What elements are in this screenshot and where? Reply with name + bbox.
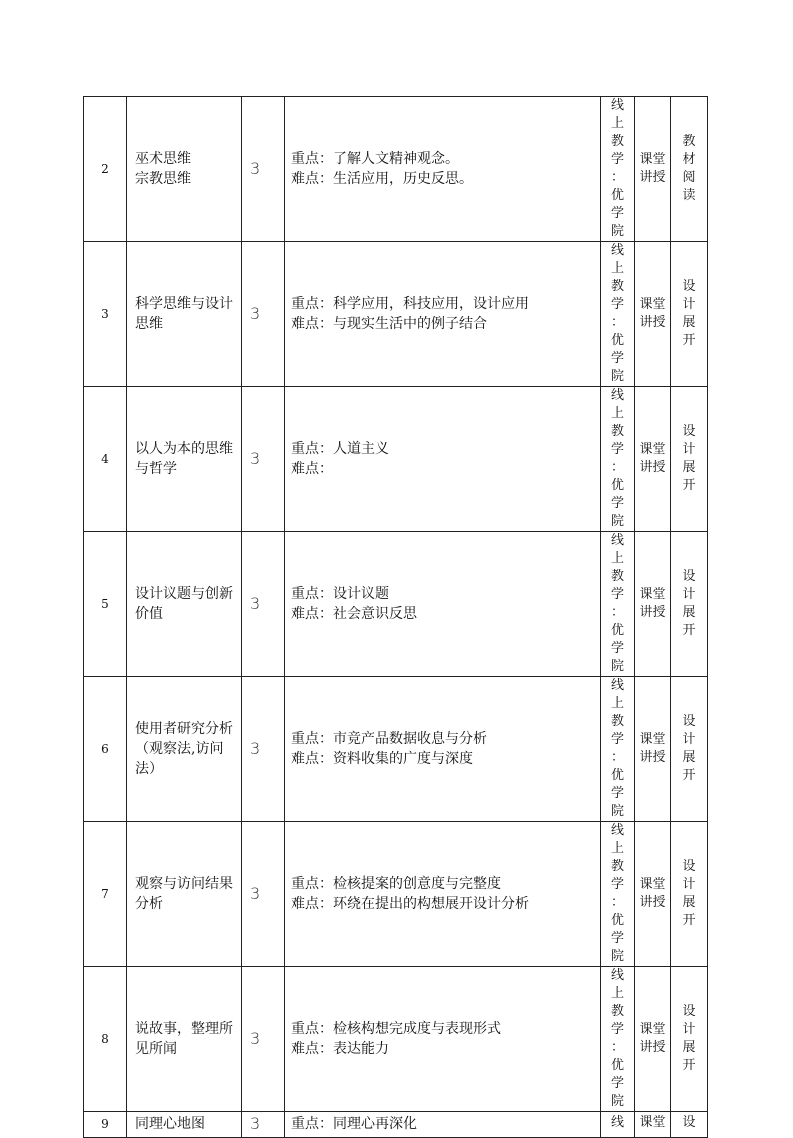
homework-char: 开	[682, 623, 696, 638]
row-number: 2	[84, 97, 127, 242]
platform-char: ：	[610, 750, 624, 765]
homework-char: 计	[682, 297, 696, 312]
difficulty-point: 难点：资料收集的广度与深度	[291, 751, 473, 767]
platform-char: 线	[610, 533, 624, 548]
row-number: 4	[84, 387, 127, 532]
platform-char: 教	[610, 569, 624, 584]
homework-char: 阅	[682, 170, 696, 185]
homework-char: 开	[682, 333, 696, 348]
row-number: 8	[84, 967, 127, 1112]
platform-char: 上	[610, 696, 624, 711]
platform-char: 院	[610, 1094, 624, 1109]
platform-char: 上	[610, 841, 624, 856]
hours-cell: 3	[242, 532, 285, 677]
platform-char: 学	[610, 786, 624, 801]
platform-char: ：	[610, 895, 624, 910]
platform-char: ：	[610, 605, 624, 620]
homework-char: 计	[682, 587, 696, 602]
method-line: 讲授	[639, 605, 666, 620]
method-cell	[635, 532, 671, 677]
platform-char: 院	[610, 804, 624, 819]
homework-cell: 设	[671, 1112, 708, 1138]
row-number: 3	[84, 242, 127, 387]
topic-line: 宗教思维	[135, 171, 191, 187]
platform-char: 院	[610, 514, 624, 529]
homework-char: 设	[682, 859, 696, 874]
method-line: 讲授	[639, 460, 666, 475]
content-cell	[285, 677, 601, 822]
platform-char: 线	[610, 388, 624, 403]
homework-cell	[671, 387, 708, 532]
platform-char: 学	[610, 877, 624, 892]
platform-char: 优	[610, 188, 624, 203]
method-cell: 课堂	[635, 1112, 671, 1138]
table-row	[84, 677, 708, 822]
platform-char: 上	[610, 261, 624, 276]
platform-char: 教	[610, 859, 624, 874]
homework-char: 读	[682, 188, 696, 203]
row-number: 7	[84, 822, 127, 967]
difficulty-point: 难点：社会意识反思	[291, 606, 417, 622]
platform-cell	[601, 677, 635, 822]
hours-cell: 3	[242, 967, 285, 1112]
topic-cell: 以人为本的思维与哲学	[127, 387, 242, 532]
method-cell	[635, 677, 671, 822]
hours-cell: 3	[242, 387, 285, 532]
homework-char: 展	[682, 315, 696, 330]
platform-char: 上	[610, 406, 624, 421]
key-point: 重点：了解人文精神观念。	[291, 151, 459, 167]
platform-char: 学	[610, 1022, 624, 1037]
difficulty-point: 难点：与现实生活中的例子结合	[291, 316, 487, 332]
platform-char: 上	[610, 116, 624, 131]
platform-char: 学	[610, 297, 624, 312]
platform-char: 教	[610, 424, 624, 439]
platform-char: 院	[610, 949, 624, 964]
key-point: 重点：同理心再深化	[291, 1116, 417, 1132]
method-line: 讲授	[639, 895, 666, 910]
topic-cell: 科学思维与设计思维	[127, 242, 242, 387]
platform-char: 线	[610, 243, 624, 258]
homework-cell	[671, 967, 708, 1112]
method-line: 讲授	[639, 1040, 666, 1055]
homework-char: 计	[682, 732, 696, 747]
table-row	[84, 387, 708, 532]
homework-char: 展	[682, 895, 696, 910]
platform-char: 院	[610, 659, 624, 674]
row-number: 6	[84, 677, 127, 822]
platform-char: ：	[610, 1040, 624, 1055]
method-line: 课堂	[639, 297, 666, 312]
method-line: 课堂	[639, 587, 666, 602]
platform-char: 优	[610, 768, 624, 783]
content-cell	[285, 242, 601, 387]
table-row	[84, 967, 708, 1112]
platform-char: 线	[610, 823, 624, 838]
platform-char: 教	[610, 134, 624, 149]
homework-cell	[671, 532, 708, 677]
platform-char: 学	[610, 732, 624, 747]
platform-char: 教	[610, 714, 624, 729]
homework-char: 开	[682, 478, 696, 493]
content-cell	[285, 967, 601, 1112]
table-row	[84, 242, 708, 387]
homework-char: 展	[682, 605, 696, 620]
method-line: 讲授	[639, 750, 666, 765]
topic-cell: 使用者研究分析（观察法,访问法）	[127, 677, 242, 822]
platform-char: 院	[610, 369, 624, 384]
table-row	[84, 1112, 708, 1138]
content-cell	[285, 1112, 601, 1138]
row-number: 9	[84, 1112, 127, 1138]
key-point: 重点：设计议题	[291, 586, 389, 602]
platform-char: 线	[610, 678, 624, 693]
homework-cell	[671, 97, 708, 242]
platform-cell: 线	[601, 1112, 635, 1138]
difficulty-point: 难点：生活应用，历史反思。	[291, 171, 473, 187]
hours-cell: 3	[242, 97, 285, 242]
platform-char: 教	[610, 279, 624, 294]
topic-cell	[127, 97, 242, 242]
homework-cell	[671, 677, 708, 822]
method-line: 课堂	[639, 442, 666, 457]
key-point: 重点：检核构想完成度与表现形式	[291, 1021, 501, 1037]
content-cell	[285, 532, 601, 677]
platform-char: 学	[610, 351, 624, 366]
hours-cell: 3	[242, 1112, 285, 1138]
platform-char: 线	[610, 968, 624, 983]
platform-cell	[601, 387, 635, 532]
homework-char: 展	[682, 750, 696, 765]
content-cell	[285, 97, 601, 242]
platform-char: 学	[610, 442, 624, 457]
homework-char: 计	[682, 442, 696, 457]
homework-char: 开	[682, 913, 696, 928]
content-cell	[285, 822, 601, 967]
method-line: 课堂	[639, 732, 666, 747]
homework-char: 材	[682, 152, 696, 167]
hours-cell: 3	[242, 242, 285, 387]
platform-char: ：	[610, 315, 624, 330]
platform-char: 优	[610, 1058, 624, 1073]
key-point: 重点：科学应用，科技应用，设计应用	[291, 296, 529, 312]
topic-cell: 设计议题与创新价值	[127, 532, 242, 677]
method-line: 讲授	[639, 315, 666, 330]
platform-char: 学	[610, 1076, 624, 1091]
platform-char: 上	[610, 986, 624, 1001]
method-cell	[635, 967, 671, 1112]
method-cell	[635, 242, 671, 387]
method-cell	[635, 97, 671, 242]
course-schedule-table	[83, 96, 708, 1138]
homework-char: 展	[682, 1040, 696, 1055]
topic-cell: 说故事，整理所见所闻	[127, 967, 242, 1112]
method-line: 课堂	[639, 877, 666, 892]
homework-char: 设	[682, 1004, 696, 1019]
homework-char: 计	[682, 877, 696, 892]
hours-cell: 3	[242, 677, 285, 822]
platform-char: 学	[610, 152, 624, 167]
method-line: 讲授	[639, 170, 666, 185]
difficulty-point: 难点：表达能力	[291, 1041, 389, 1057]
key-point: 重点：人道主义	[291, 441, 389, 457]
method-cell	[635, 822, 671, 967]
content-cell	[285, 387, 601, 532]
platform-char: 优	[610, 913, 624, 928]
table-row	[84, 822, 708, 967]
platform-char: ：	[610, 170, 624, 185]
difficulty-point: 难点：	[291, 461, 333, 477]
platform-char: 优	[610, 478, 624, 493]
homework-char: 教	[682, 134, 696, 149]
platform-char: 学	[610, 931, 624, 946]
platform-char: 学	[610, 587, 624, 602]
platform-cell	[601, 242, 635, 387]
platform-cell	[601, 822, 635, 967]
homework-char: 设	[682, 424, 696, 439]
platform-char: 院	[610, 224, 624, 239]
platform-char: 优	[610, 623, 624, 638]
platform-char: 学	[610, 641, 624, 656]
row-number: 5	[84, 532, 127, 677]
platform-char: 教	[610, 1004, 624, 1019]
key-point: 重点：市竞产品数据收息与分析	[291, 731, 487, 747]
key-point: 重点：检核提案的创意度与完整度	[291, 876, 501, 892]
topic-cell: 同理心地图	[127, 1112, 242, 1138]
table-row	[84, 532, 708, 677]
difficulty-point: 难点：环绕在提出的构想展开设计分析	[291, 896, 529, 912]
homework-char: 设	[682, 569, 696, 584]
platform-char: 学	[610, 206, 624, 221]
table-row	[84, 97, 708, 242]
topic-line: 巫术思维	[135, 151, 191, 167]
topic-cell: 观察与访问结果分析	[127, 822, 242, 967]
platform-cell	[601, 967, 635, 1112]
homework-char: 设	[682, 714, 696, 729]
platform-char: 上	[610, 551, 624, 566]
platform-cell	[601, 532, 635, 677]
platform-char: 线	[610, 98, 624, 113]
homework-char: 展	[682, 460, 696, 475]
platform-char: 学	[610, 496, 624, 511]
homework-char: 设	[682, 279, 696, 294]
method-cell	[635, 387, 671, 532]
platform-char: ：	[610, 460, 624, 475]
method-line: 课堂	[639, 1022, 666, 1037]
homework-cell	[671, 822, 708, 967]
homework-cell	[671, 242, 708, 387]
homework-char: 计	[682, 1022, 696, 1037]
homework-char: 开	[682, 768, 696, 783]
platform-char: 优	[610, 333, 624, 348]
homework-char: 开	[682, 1058, 696, 1073]
platform-cell	[601, 97, 635, 242]
method-line: 课堂	[639, 152, 666, 167]
hours-cell: 3	[242, 822, 285, 967]
